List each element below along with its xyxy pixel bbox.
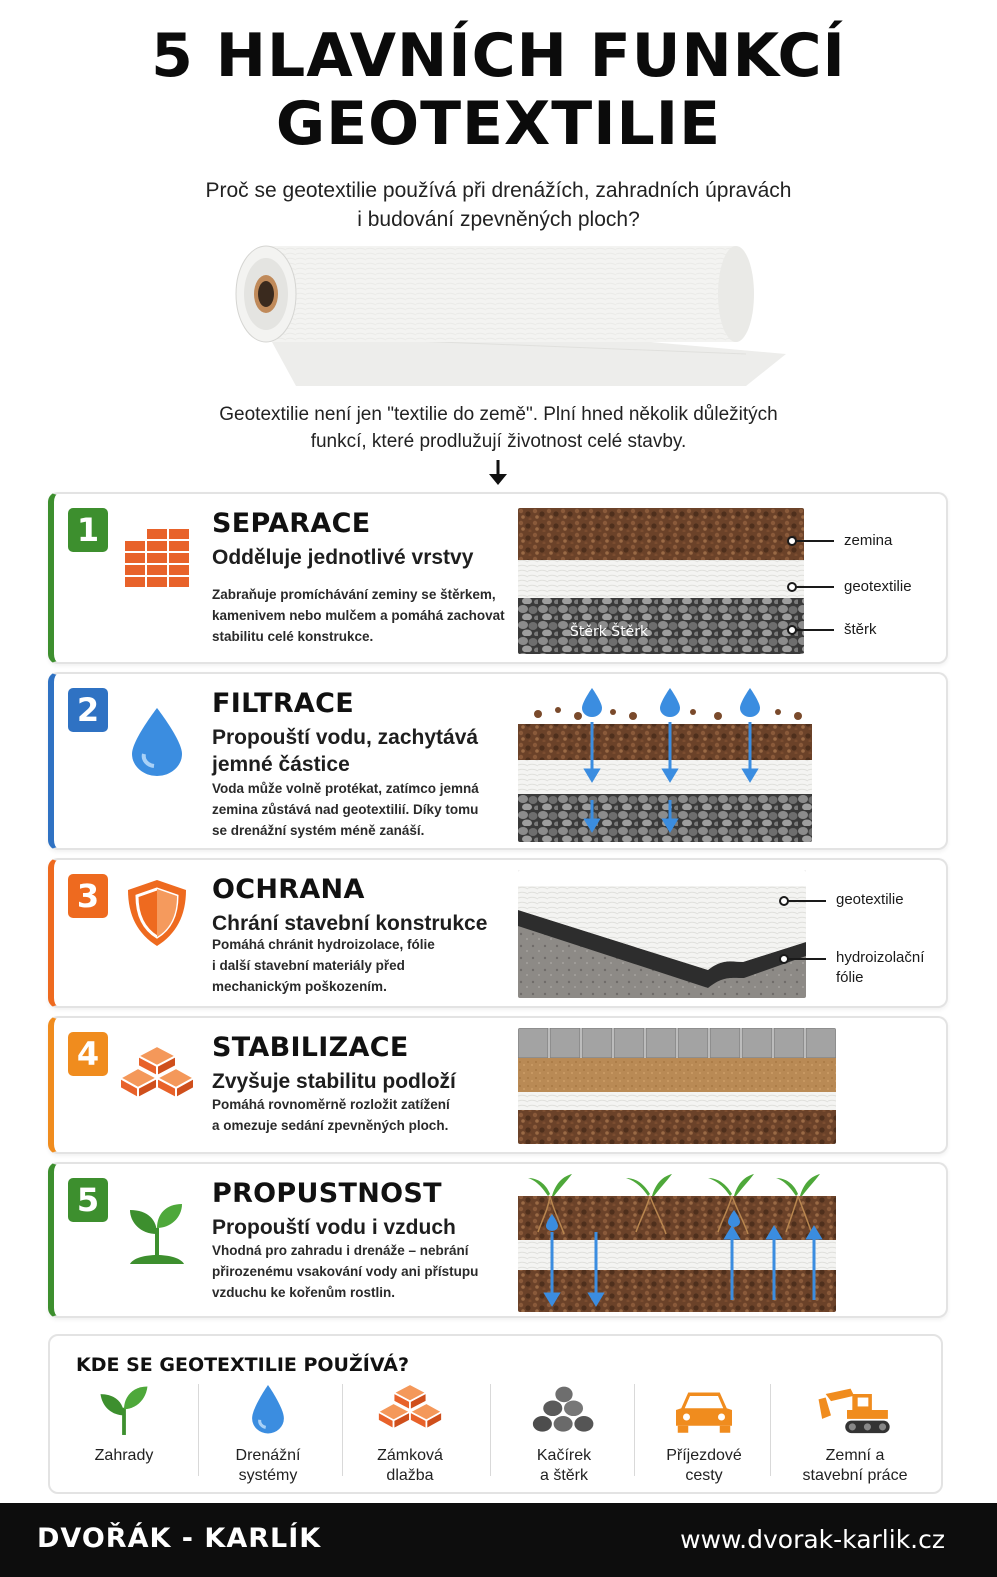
divider [770, 1384, 771, 1476]
function-number: 3 [68, 874, 108, 918]
usage-label-line: Drenážní [235, 1447, 301, 1464]
function-card-permeability [48, 1162, 948, 1318]
usage-label-line: stavební práce [802, 1467, 908, 1484]
function-number: 5 [68, 1178, 108, 1222]
function-card-stabilization [48, 1016, 948, 1154]
sprout-icon [120, 1194, 194, 1268]
usage-section [48, 1334, 943, 1494]
brand-logo: DVOŘÁK - KARLÍK [37, 1523, 322, 1554]
usage-label-line: Zámková [377, 1447, 443, 1464]
desc-line: a omezuje sedání zpevněných ploch. [212, 1118, 449, 1133]
page-title-line2: GEOTEXTILIE [275, 89, 722, 159]
usage-item-gravel [494, 1382, 634, 1486]
usage-label [54, 1446, 194, 1466]
desc-line: Zabraňuje promíchávání zeminy se štěrkem, [212, 587, 496, 602]
function-description [212, 1240, 512, 1303]
function-title: SEPARACE [212, 508, 371, 539]
function-description [212, 778, 512, 841]
brick-wall-icon [120, 522, 194, 596]
excavator-icon [815, 1382, 895, 1438]
protection-layers-image [518, 870, 806, 998]
function-title: FILTRACE [212, 688, 354, 719]
label-line: fólie [836, 969, 864, 986]
function-card-filtration [48, 672, 948, 850]
stabilization-layers-image [518, 1028, 836, 1144]
function-subtitle: Propouští vodu i vzduch [212, 1216, 456, 1239]
function-number: 1 [68, 508, 108, 552]
label-membrane [836, 948, 924, 988]
label-leader [784, 900, 826, 902]
desc-line: Voda může volně protékat, zatímco jemná [212, 781, 479, 796]
arrow-down-icon [483, 458, 513, 488]
function-description [212, 1094, 512, 1136]
usage-label [198, 1446, 338, 1486]
desc-line: kamenivem nebo mulčem a pomáhá zachovat [212, 608, 505, 623]
usage-item-drainage [198, 1382, 338, 1486]
usage-label-line: Kačírek [536, 1447, 592, 1464]
function-subtitle: Odděluje jednotlivé vrstvy [212, 546, 474, 569]
geotextile-roll-image [226, 236, 786, 386]
desc-line: stabilitu celé konstrukce. [212, 629, 374, 644]
label-leader [784, 958, 826, 960]
water-drop-icon [120, 704, 194, 778]
page-title-line1: 5 HLAVNÍCH FUNKCÍ [151, 21, 846, 91]
usage-title: KDE SE GEOTEXTILIE POUŽÍVÁ? [76, 1354, 409, 1376]
permeability-layers-image [518, 1170, 836, 1312]
label-leader [792, 629, 834, 631]
desc-line: mechanickým poškozením. [212, 979, 387, 994]
label-geotextile: geotextilie [836, 891, 904, 908]
desc-line: zemina zůstává nad geotextilií. Díky tomu [212, 802, 479, 817]
gravel-image-text: Štěrk Štěrk [570, 624, 649, 640]
desc-line: Pomáhá chránit hydroizolace, fólie [212, 937, 435, 952]
usage-label [785, 1446, 925, 1486]
function-number: 2 [68, 688, 108, 732]
usage-label-line: cesty [685, 1467, 723, 1484]
usage-label-line: dlažba [386, 1467, 434, 1484]
subtitle-line: Propouští vodu, zachytává [212, 726, 479, 749]
water-drop-icon [238, 1382, 298, 1438]
intro-line2: funkcí, které prodlužují životnost celé stavby. [310, 431, 687, 452]
usage-item-gardens [54, 1382, 194, 1466]
separation-layers-image [518, 508, 804, 654]
desc-line: se drenážní systém méně zanáší. [212, 823, 425, 838]
usage-label-line: Zemní a [825, 1447, 885, 1464]
usage-label [634, 1446, 774, 1486]
function-subtitle [212, 724, 512, 778]
desc-line: přirozenému vsakování vody ani přístupu [212, 1264, 479, 1279]
subtitle-line2: i budování zpevněných ploch? [357, 208, 640, 231]
label-leader [792, 586, 834, 588]
usage-item-paving [340, 1382, 480, 1486]
paving-blocks-icon [120, 1040, 194, 1114]
usage-item-driveways [634, 1382, 774, 1486]
subtitle-line: jemné částice [212, 753, 350, 776]
label-geotextile: geotextilie [844, 578, 912, 595]
function-card-protection [48, 858, 948, 1008]
intro-line1: Geotextilie není jen "textilie do země". Plní hned několik důležitých [219, 404, 778, 425]
pebbles-icon [532, 1382, 596, 1438]
sprout-icon [94, 1382, 154, 1438]
label-soil: zemina [844, 532, 893, 549]
function-description [212, 584, 512, 647]
usage-label-line: Příjezdové [666, 1447, 742, 1464]
function-number: 4 [68, 1032, 108, 1076]
label-line: hydroizolační [836, 949, 925, 966]
function-title: STABILIZACE [212, 1032, 409, 1063]
divider [490, 1384, 491, 1476]
subtitle-line1: Proč se geotextilie používá při drenážích, zahradních úpravách [205, 179, 792, 202]
intro-text [0, 401, 997, 455]
desc-line: Pomáhá rovnoměrně rozložit zatížení [212, 1097, 450, 1112]
filtration-layers-image [518, 682, 812, 842]
usage-label-line: a štěrk [539, 1467, 588, 1484]
label-gravel: štěrk [844, 621, 877, 638]
usage-label [494, 1446, 634, 1486]
paving-blocks-icon [378, 1382, 442, 1438]
desc-line: i další stavební materiály před [212, 958, 405, 973]
desc-line: vzduchu ke kořenům rostlin. [212, 1285, 396, 1300]
usage-label-line: Zahrady [94, 1447, 154, 1464]
page-title [0, 22, 997, 158]
page-subtitle [0, 176, 997, 234]
function-title: PROPUSTNOST [212, 1178, 442, 1209]
shield-icon [120, 876, 194, 950]
function-title: OCHRANA [212, 874, 365, 905]
car-icon [669, 1382, 739, 1438]
website-link[interactable]: www.dvorak-karlik.cz [680, 1525, 945, 1554]
function-description [212, 934, 512, 997]
desc-line: Vhodná pro zahradu i drenáže – nebrání [212, 1243, 469, 1258]
usage-label [340, 1446, 480, 1486]
function-card-separation [48, 492, 948, 664]
usage-label-line: systémy [238, 1467, 298, 1484]
function-subtitle: Chrání stavební konstrukce [212, 912, 488, 935]
footer [0, 1503, 997, 1577]
label-leader [792, 540, 834, 542]
function-subtitle: Zvyšuje stabilitu podloží [212, 1070, 456, 1093]
usage-item-earthworks [785, 1382, 925, 1486]
